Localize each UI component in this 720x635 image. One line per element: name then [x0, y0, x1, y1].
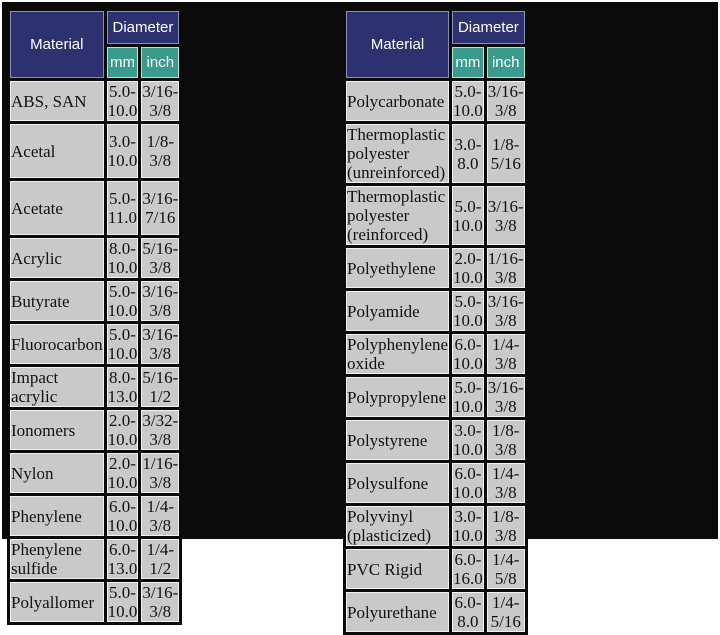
table-row [346, 463, 525, 503]
left-material-table [7, 8, 182, 625]
material-cell: ABS, SAN [10, 81, 104, 121]
table-row [346, 124, 525, 183]
inch-cell: 1/4-5/16 [487, 592, 525, 632]
mm-cell: 5.0-10.0 [107, 82, 138, 120]
mm-cell: 2.0-10.0 [107, 411, 138, 449]
material-cell: Polyvinyl (plasticized) [346, 506, 449, 546]
material-cell: Polypropylene [346, 377, 449, 417]
material-cell: Ionomers [10, 410, 104, 450]
inch-cell: 1/8-3/8 [487, 420, 525, 460]
inch-cell: 5/16-1/2 [142, 368, 179, 406]
right-material-table [343, 8, 528, 635]
material-cell: Polyamide [346, 291, 449, 331]
mm-cell: 6.0-10.0 [453, 335, 483, 373]
mm-cell: 8.0-10.0 [107, 239, 138, 277]
inch-cell: 3/16-3/8 [142, 282, 179, 320]
mm-cell: 6.0-10.0 [107, 497, 138, 535]
table-row [10, 410, 179, 450]
material-cell: Polyallomer [10, 582, 104, 622]
mm-cell: 3.0-10.0 [107, 124, 139, 178]
material-cell: Nylon [10, 453, 104, 493]
material-cell: Acetal [10, 124, 104, 178]
mm-cell: 5.0-10.0 [452, 186, 484, 245]
table-row [346, 592, 525, 632]
diameter-column-header: Diameter [452, 11, 525, 44]
table-row [10, 124, 179, 178]
mm-cell: 5.0-10.0 [453, 292, 483, 330]
mm-cell: 3.0-10.0 [453, 421, 483, 459]
table-row [10, 324, 179, 364]
material-cell: Polysulfone [346, 463, 449, 503]
inch-cell: 1/8-3/8 [487, 506, 525, 546]
material-cell: Phenylene sulfide [10, 539, 104, 579]
material-cell: Thermoplastic polyester (unreinforced) [346, 124, 449, 183]
inch-cell: 3/16-3/8 [487, 292, 524, 330]
inch-cell: 1/4-3/8 [141, 496, 179, 536]
table-frame [2, 2, 718, 631]
material-cell: Acrylic [10, 238, 104, 278]
table-row [346, 506, 525, 546]
material-cell: Fluorocarbon [10, 324, 104, 364]
material-cell: Butyrate [10, 281, 104, 321]
material-cell: Thermoplastic polyester (reinforced) [346, 186, 449, 245]
inch-cell: 1/8-3/8 [141, 124, 179, 178]
table-row [346, 334, 525, 374]
table-row [346, 420, 525, 460]
material-cell: Impact acrylic [10, 367, 104, 407]
mm-cell: 5.0-10.0 [107, 583, 138, 621]
table-row [346, 186, 525, 245]
material-cell: Polyethylene [346, 248, 449, 288]
inch-cell: 1/4-1/2 [141, 539, 179, 579]
inch-cell: 5/16-3/8 [142, 239, 179, 277]
inch-cell: 3/16-7/16 [141, 181, 179, 235]
mm-column-header: mm [452, 47, 484, 78]
mm-cell: 3.0-8.0 [452, 124, 484, 183]
table-row [10, 496, 179, 536]
material-column-header: Material [346, 11, 449, 78]
table-row [10, 539, 179, 579]
material-cell: Polyphenylene oxide [347, 335, 449, 373]
material-cell: Polycarbonate [346, 81, 449, 121]
material-cell: Phenylene [10, 496, 104, 536]
table-row [10, 453, 179, 493]
inch-cell: 1/16-3/8 [142, 454, 179, 492]
diameter-column-header: Diameter [107, 11, 180, 44]
mm-cell: 5.0-10.0 [453, 82, 483, 120]
inch-cell: 1/4-5/8 [487, 549, 525, 589]
inch-cell: 3/16-3/8 [487, 186, 525, 245]
table-row [346, 549, 525, 589]
inch-cell: 1/4-3/8 [487, 334, 525, 374]
inch-cell: 1/4-3/8 [487, 463, 525, 503]
material-column-header: Material [10, 11, 104, 78]
table-row [346, 377, 525, 417]
table-row [10, 582, 179, 622]
inch-cell: 3/16-3/8 [142, 82, 179, 120]
table-row [10, 238, 179, 278]
mm-cell: 5.0-11.0 [107, 181, 139, 235]
material-cell: Polyurethane [346, 592, 449, 632]
mm-cell: 2.0-10.0 [453, 249, 483, 287]
material-cell: Acetate [10, 181, 104, 235]
material-cell: Polystyrene [346, 420, 449, 460]
inch-cell: 3/16-3/8 [142, 325, 179, 363]
table-row [346, 248, 525, 288]
mm-cell: 5.0-10.0 [453, 378, 483, 416]
mm-cell: 8.0-13.0 [107, 368, 138, 406]
mm-cell: 3.0-10.0 [453, 507, 483, 545]
mm-column-header: mm [107, 47, 139, 78]
mm-cell: 5.0-10.0 [107, 325, 138, 363]
mm-cell: 6.0-13.0 [107, 540, 138, 578]
inch-column-header: inch [487, 47, 525, 78]
inch-cell: 3/16-3/8 [487, 82, 524, 120]
mm-cell: 6.0-10.0 [453, 464, 483, 502]
inch-cell: 3/32-3/8 [142, 411, 179, 449]
table-row [346, 81, 525, 121]
mm-cell: 2.0-10.0 [107, 454, 138, 492]
inch-column-header: inch [141, 47, 179, 78]
inch-cell: 1/16-3/8 [487, 249, 524, 287]
inch-cell: 3/16-3/8 [487, 378, 524, 416]
material-cell: PVC Rigid [346, 549, 449, 589]
mm-cell: 6.0-16.0 [453, 550, 483, 588]
inch-cell: 3/16-3/8 [142, 583, 179, 621]
table-row [10, 367, 179, 407]
inch-cell: 1/8-5/16 [487, 124, 525, 183]
table-row [346, 291, 525, 331]
table-row [10, 281, 179, 321]
table-row [10, 181, 179, 235]
mm-cell: 5.0-10.0 [107, 282, 138, 320]
table-row [10, 81, 179, 121]
mm-cell: 6.0-8.0 [452, 592, 484, 632]
